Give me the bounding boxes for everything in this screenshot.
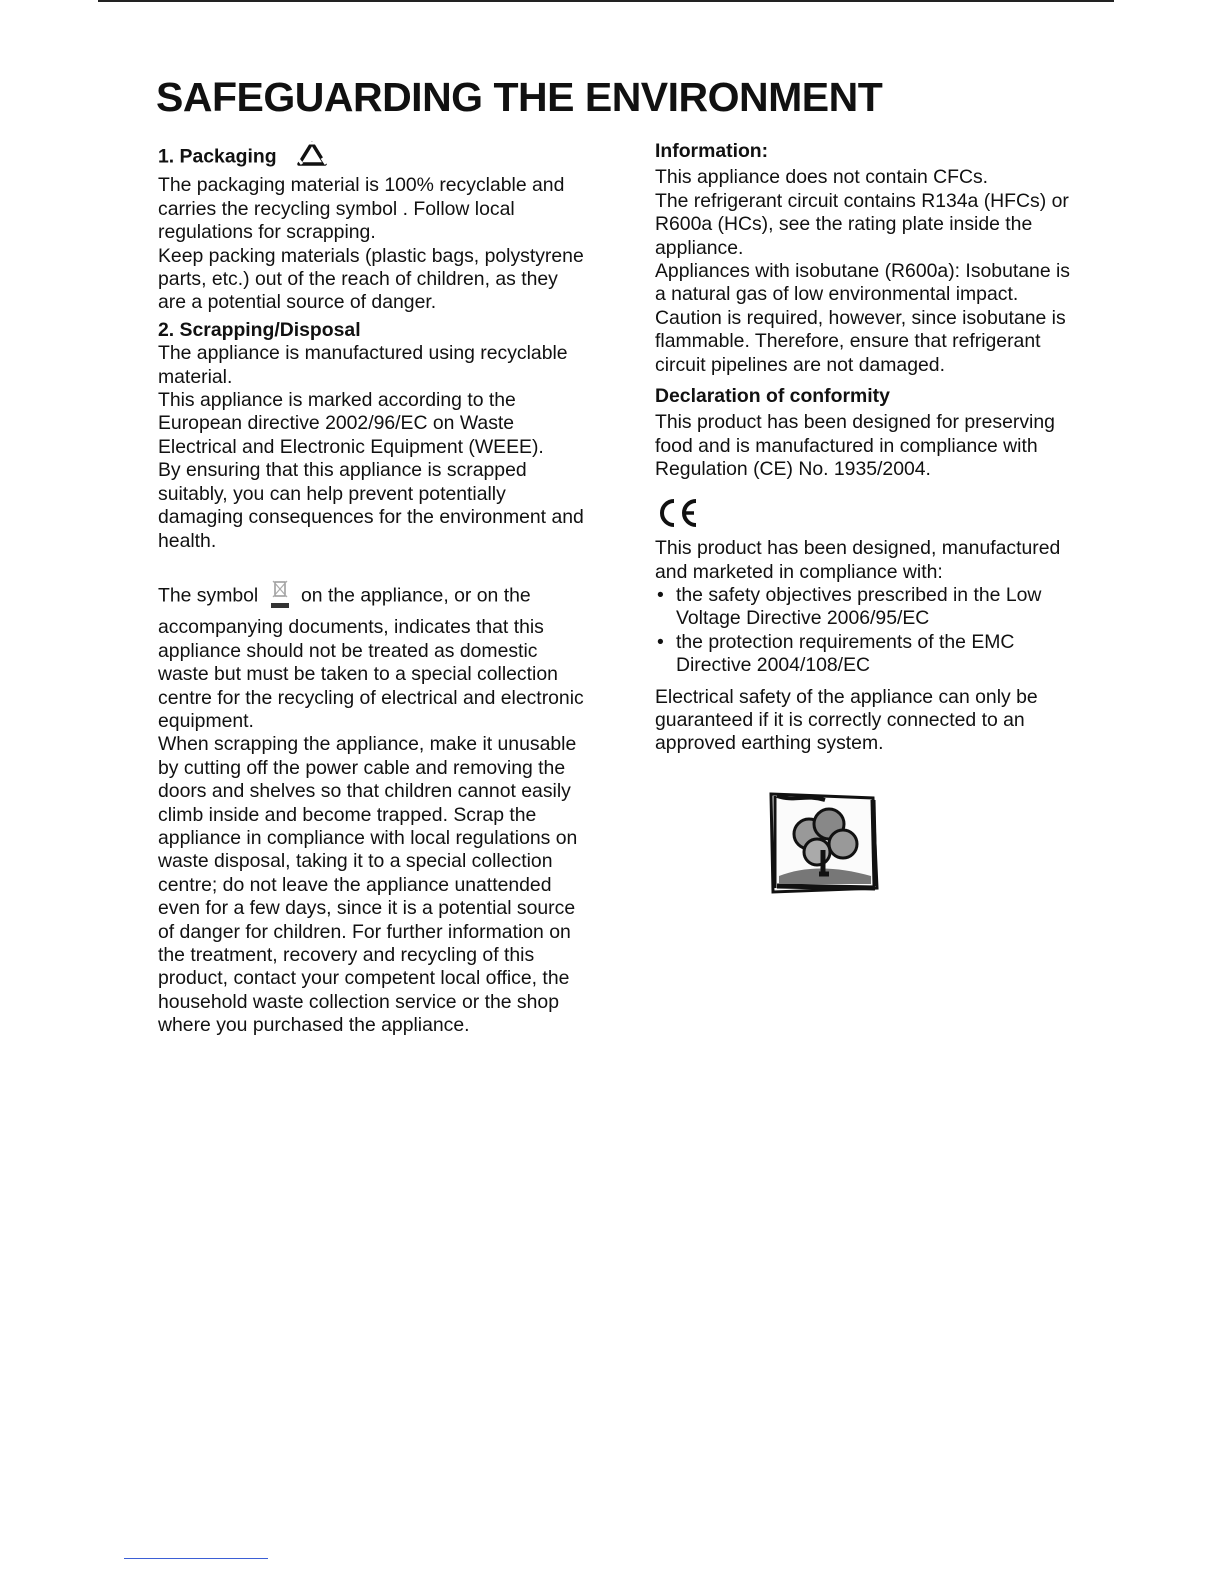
left-column (158, 140, 588, 1038)
packaging-p2: Keep packing materials (plastic bags, polystyrene parts, etc.) out of the reach of children, as they are a potential source of danger. (158, 244, 584, 314)
right-column (655, 140, 1085, 756)
ce-mark-icon (655, 497, 1085, 535)
symbol-paragraph (158, 576, 588, 733)
scrapping-p5: When scrapping the appliance, make it unusable by cutting off the power cable and removing the doors and shelves so that children cannot easily climb inside and become trapped. Scrap the appliance in compliance with local regulations on waste disposal, taking it to a special collection centre; do not leave the appliance unattended even for a few days, since it is a potential source of danger for children. For further information on the treatment, recovery and recycling of this product, contact your competent local office, the household waste collection service or the shop where you purchased the appliance. (158, 733, 578, 1037)
info-p1: This appliance does not contain CFCs. (655, 166, 989, 189)
packaging-p1: The packaging material is 100% recyclable and carries the recycling symbol . Follow local regulations for scrapping. (158, 174, 565, 244)
scrapping-p1: The appliance is manufactured using recyclable material. (158, 342, 568, 388)
list-item: • the protection requirements of the EMC Directive 2004/108/EC (655, 631, 1085, 678)
symbol-after-text: on the appliance, or on the accompanying documents, indicates that this appliance should not be treated as domestic waste but must be taken to a special collection centre for the recycling of electrical and electronic equipment. (158, 584, 584, 732)
scrapping-p2: This appliance is marked according to the European directive 2002/96/EC on Waste Electrical and Electronic Equipment (WEEE). (158, 389, 544, 458)
symbol-before-text: The symbol (158, 584, 259, 607)
conformity-heading: Declaration of conformity (655, 385, 890, 408)
list-item: • the safety objectives prescribed in the Low Voltage Directive 2006/95/EC (655, 584, 1085, 631)
conformity-p1: This product has been designed for preserving food and is manufactured in compliance with Regulation (CE) No. 1935/2004. (655, 411, 1055, 481)
electrical-p: Electrical safety of the appliance can only be guaranteed if it is correctly connected to an approved earthing system. (655, 685, 1038, 755)
recycling-triangle-icon (296, 140, 328, 174)
crossed-wheelie-bin-icon (268, 576, 292, 616)
top-rule (98, 0, 1114, 2)
info-p3: Appliances with isobutane (R600a): Isobutane is a natural gas of low environmental impact. Caution is required, however, since isobutane is flammable. Therefore, ensure that refrigerant circuit pipelines are not damaged. (655, 260, 1070, 376)
eco-tree-logo-icon (765, 788, 883, 901)
info-p2: The refrigerant circuit contains R134a (HFCs) or R600a (HCs), see the rating plate inside the appliance. (655, 189, 1069, 259)
ce-p1: This product has been designed, manufactured and marketed in compliance with: (655, 537, 1061, 583)
bottom-rule (124, 1558, 268, 1559)
page-title: SAFEGUARDING THE ENVIRONMENT (156, 74, 883, 120)
packaging-heading: 1. Packaging (158, 145, 277, 168)
scrapping-p3: By ensuring that this appliance is scrapped suitably, you can help prevent potentially damaging consequences for the environment and health. (158, 459, 584, 552)
directive-list (655, 584, 1085, 678)
packaging-heading-row (158, 140, 588, 174)
information-heading: Information: (655, 140, 769, 162)
scrapping-heading: 2. Scrapping/Disposal (158, 318, 361, 341)
